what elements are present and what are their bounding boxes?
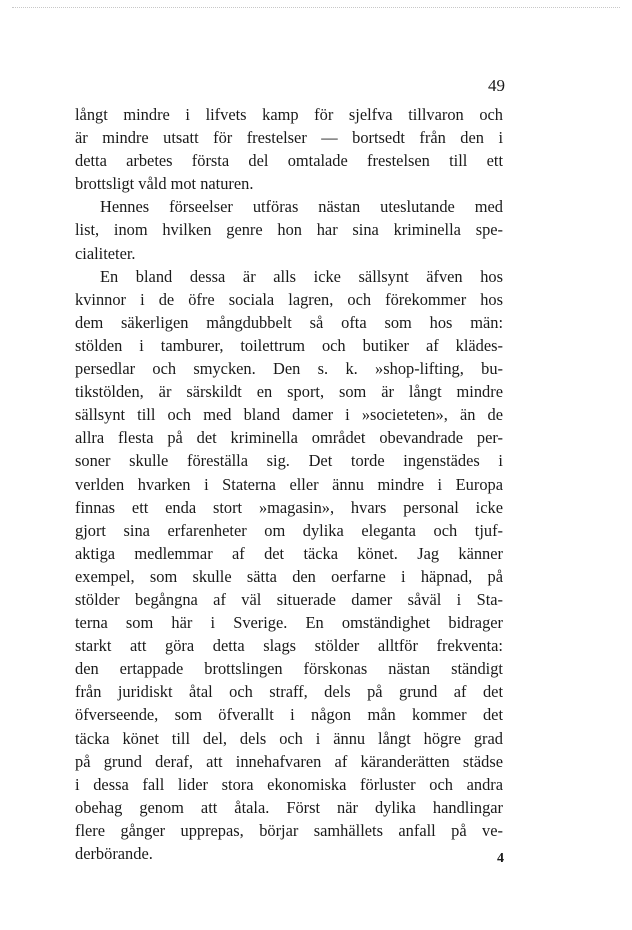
paragraph <box>75 265 503 865</box>
text-line: på grund deraf, att innehafvaren af käranderätten städse <box>75 751 503 771</box>
text-line: terna som här i Sverige. En omständighet bidrager <box>75 613 503 633</box>
text-line: tikstölden, är särskildt en sport, som är långt mindre <box>75 382 503 402</box>
text-line: dem säkerligen mångdubbelt så ofta som hos män: <box>75 312 503 332</box>
text-line: detta arbetes första del omtalade frestelsen till ett <box>75 151 503 171</box>
text-line: från juridiskt åtal och straff, dels på grund af det <box>75 682 503 702</box>
text-line: stölder begångna af väl situerade damer såväl i Sta- <box>75 589 503 609</box>
text-line: täcka könet till del, dels och i ännu långt högre grad <box>75 728 503 748</box>
body-text <box>75 103 503 865</box>
text-line: aktiga medlemmar af det täcka könet. Jag känner <box>75 543 503 563</box>
text-line: derbörande. <box>75 844 153 863</box>
text-line: list, inom hvilken genre hon har sina kriminella spe- <box>75 220 503 240</box>
text-line: kvinnor i de öfre sociala lagren, och förekommer hos <box>75 289 503 309</box>
text-line: gjort sina erfarenheter om dylika eleganta och tjuf- <box>75 520 503 540</box>
text-line: allra flesta på det kriminella området obevandrade per- <box>75 428 503 448</box>
text-line: är mindre utsatt för frestelser — bortsedt från den i <box>75 128 503 148</box>
text-line: verlden hvarken i Staterna eller ännu mindre i Europa <box>75 474 503 494</box>
text-line: sällsynt till och med bland damer i »societeten», än de <box>75 405 503 425</box>
paragraph <box>75 195 503 264</box>
text-line: cialiteter. <box>75 243 136 263</box>
text-line: finnas ett enda stort »magasin», hvars personal icke <box>75 497 503 517</box>
text-line: soner skulle föreställa sig. Det torde ingenstädes i <box>75 451 503 471</box>
text-line: persedlar och smycken. Den s. k. »shop-lifting, bu- <box>75 359 503 379</box>
text-line: En bland dessa är alls icke sällsynt äfven hos <box>100 266 503 286</box>
text-line: långt mindre i lifvets kamp för sjelfva tillvaron och <box>75 105 503 124</box>
paragraph <box>75 103 503 195</box>
signature-mark: 4 <box>497 851 504 866</box>
text-line: öfverseende, som öfverallt i någon mån kommer det <box>75 705 503 725</box>
text-line: obehag genom att åtala. Först när dylika handlingar <box>75 797 503 817</box>
text-line: flere gånger upprepas, börjar samhällets anfall på ve- <box>75 820 503 840</box>
text-line: Hennes förseelser utföras nästan uteslutande med <box>100 197 503 217</box>
text-line: stölden i tamburer, toilettrum och butiker af klädes- <box>75 335 503 355</box>
text-line: i dessa fall lider stora ekonomiska förluster och andra <box>75 774 503 794</box>
page-number: 49 <box>488 76 505 95</box>
text-line: starkt att göra detta slags stölder alltför frekventa: <box>75 636 503 656</box>
text-line: exempel, som skulle sätta den oerfarne i häpnad, på <box>75 566 503 586</box>
top-edge-rule <box>12 7 620 8</box>
text-line: den ertappade brottslingen förskonas nästan ständigt <box>75 659 503 679</box>
text-line: brottsligt våld mot naturen. <box>75 174 254 194</box>
